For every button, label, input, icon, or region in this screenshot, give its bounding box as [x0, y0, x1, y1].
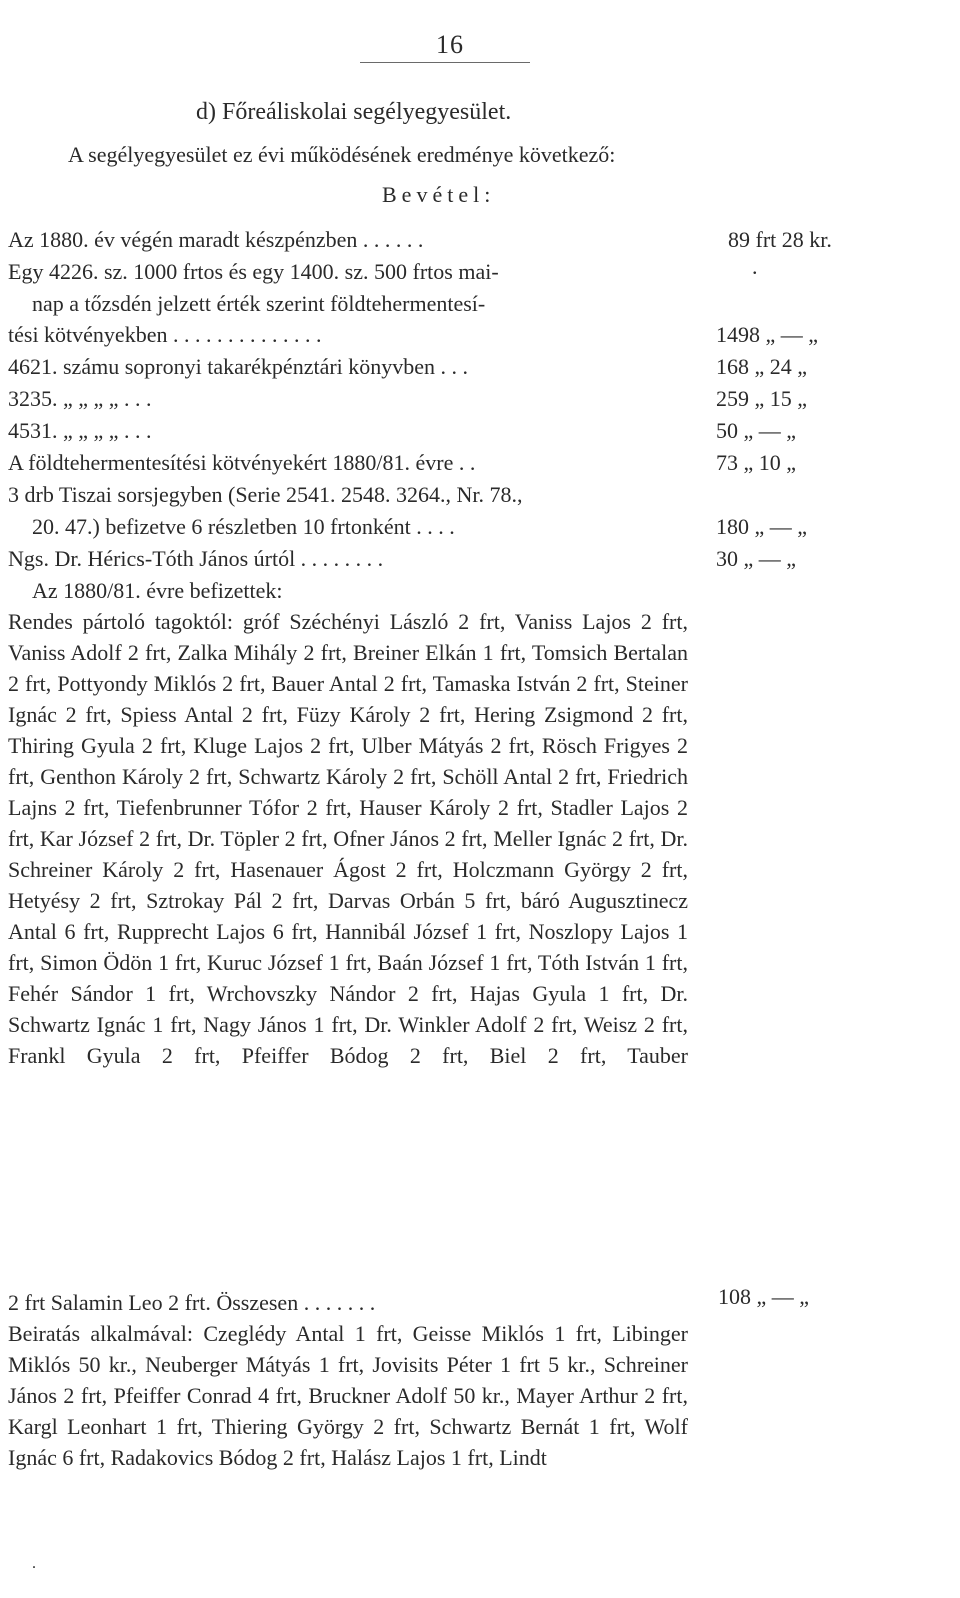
ledger-row-text: Az 1880/81. évre befizettek:	[32, 578, 283, 603]
ledger-row-text: A földtehermentesítési kötvényekért 1880/81. évre . .	[8, 450, 476, 475]
ledger-row-amount: 73 „ 10 „	[716, 450, 797, 475]
ledger-row-text: 20. 47.) befizetve 6 részletben 10 frtonként . . . .	[32, 514, 455, 539]
ledger-row-text: 3 drb Tiszai sorsjegyben (Serie 2541. 2548. 3264., Nr. 78.,	[8, 482, 523, 507]
ledger-row-amount: 168 „ 24 „	[716, 354, 808, 379]
ledger-row-text: 4621. számu sopronyi takarékpénztári könyvben . . .	[8, 354, 469, 379]
ledger-row-text: tési kötvényekben . . . . . . . . . . . . . .	[8, 322, 322, 347]
members-paragraph: Rendes pártoló tagoktól: gróf Széchényi László 2 frt, Vaniss Lajos 2 frt, Vaniss Adolf 2 frt, Zalka Mihály 2 frt, Breiner Elkán 1 frt, Tomsich Bertalan 2 frt, Pottyondy Miklós 2 frt, Bauer Antal 2 frt, Tamaska István 2 frt, Steiner Ignác 2 frt, Spiess Antal 2 frt, Füzy Károly 2 frt, Hering Zsigmond 2 frt, Thiring Gyula 2 frt, Kluge Lajos 2 frt, Ulber Mátyás 2 frt, Rösch Frigyes 2 frt, Genthon Károly 2 frt, Schwartz Károly 2 frt, Schöll Antal 2 frt, Friedrich Lajns 2 frt, Tiefenbrunner Tófor 2 frt, Hauser Károly 2 frt, Stadler Lajos 2 frt, Kar József 2 frt, Dr. Töpler 2 frt, Ofner János 2 frt, Meller Ignác 2 frt, Dr. Schreiner Károly 2 frt, Hasenauer Ágost 2 frt, Holczmann György 2 frt, Hetyésy 2 frt, Sztrokay Pál 2 frt, Darvas Orbán 5 frt, báró Augusztinecz Antal 6 frt, Rupprecht Lajos 6 frt, Hannibál József 1 frt, Noszlopy Lajos 1 frt, Simon Ödön 1 frt, Kuruc József 1 frt, Baán József 1 frt, Tóth István 1 frt, Fehér Sándor 1 frt, Wrchovszky Nándor 2 frt, Hajas Gyula 1 frt, Dr. Schwartz Ignác 1 frt, Nagy János 1 frt, Dr. Winkler Adolf 2 frt, Weisz 2 frt, Frankl Gyula 2 frt, Pfeiffer Bódog 2 frt, Biel 2 frt, Tauber	[8, 609, 688, 1068]
ledger-row-amount: 259 „ 15 „	[716, 386, 808, 411]
ledger-row-amount: .	[752, 254, 758, 279]
members-last-line: 2 frt Salamin Leo 2 frt. Összesen . . . . . . .	[8, 1290, 376, 1315]
header-rule	[360, 62, 530, 63]
ledger-row-amount: 89 frt 28 kr.	[728, 227, 832, 252]
enrollment-paragraph: Beiratás alkalmával: Czeglédy Antal 1 frt, Geisse Miklós 1 frt, Libinger Miklós 50 kr., Neuberger Mátyás 1 frt, Jovisits Péter 1 frt 5 kr., Schreiner János 2 frt, Pfeiffer Conrad 4 frt, Bruckner Adolf 50 kr., Mayer Arthur 2 frt, Kargl Leonhart 1 frt, Thiering György 2 frt, Schwartz Bernát 1 frt, Wolf Ignác 6 frt, Radakovics Bódog 2 frt, Halász Lajos 1 frt, Lindt	[8, 1321, 688, 1470]
ledger-row-amount: 50 „ — „	[716, 418, 797, 443]
ledger-row-text: nap a tőzsdén jelzett érték szerint földtehermentesí-	[32, 291, 486, 316]
ledger-row-amount: 30 „ — „	[716, 546, 797, 571]
members-total: 108 „ — „	[718, 1284, 810, 1309]
ledger-row-text: Egy 4226. sz. 1000 frtos és egy 1400. sz. 500 frtos mai-	[8, 259, 499, 284]
ledger-row-amount: 180 „ — „	[716, 514, 808, 539]
ledger-row-text: Az 1880. év végén maradt készpénzben . . . . . .	[8, 227, 424, 252]
footer-mark: .	[32, 1555, 36, 1572]
ledger-row-text: Ngs. Dr. Hérics-Tóth János úrtól . . . . . . . .	[8, 546, 384, 571]
ledger-row-text: 3235. „ „ „ „ . . .	[8, 386, 152, 411]
ledger-row-text: 4531. „ „ „ „ . . .	[8, 418, 152, 443]
page-number: 16	[436, 30, 464, 59]
section-title: d) Főreáliskolai segélyegyesület.	[196, 99, 512, 125]
income-heading: Bevétel:	[382, 182, 496, 207]
intro-line: A segélyegyesület ez évi működésének eredménye következő:	[68, 142, 616, 167]
ledger-row-amount: 1498 „ — „	[716, 322, 819, 347]
